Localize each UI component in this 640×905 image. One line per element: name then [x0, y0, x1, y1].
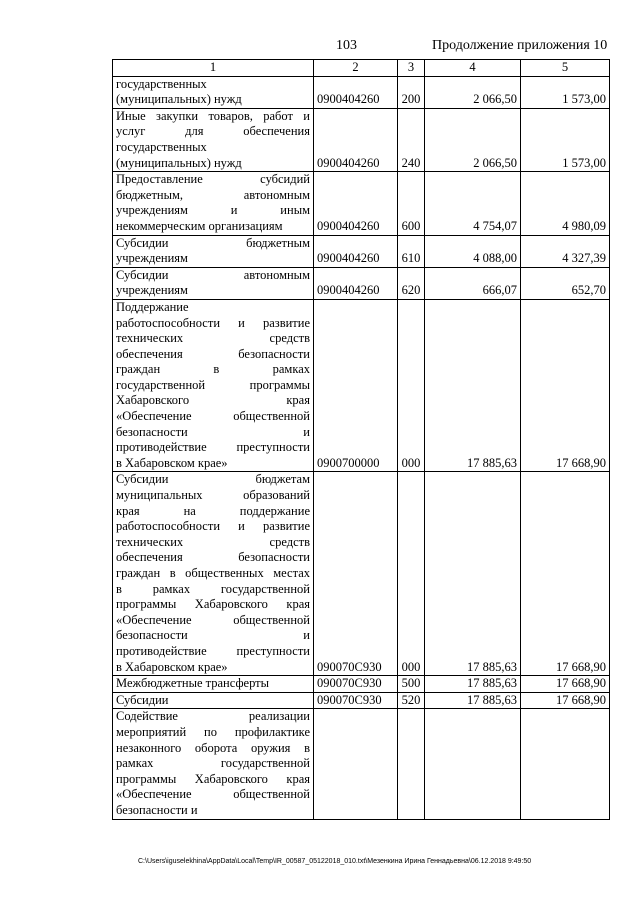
- amount-col4: 2 066,50: [425, 108, 521, 171]
- row-name-line: бюджетным, автономным: [116, 187, 310, 202]
- expense-type: [398, 709, 425, 819]
- row-name-line: технических средств: [116, 331, 310, 346]
- amount-col4: 4 754,07: [425, 172, 521, 235]
- table-row: [113, 76, 610, 108]
- row-name-line: некоммерческим организациям: [116, 218, 283, 233]
- row-name-line: Субсидии автономным: [116, 267, 310, 282]
- column-number-row: [113, 60, 610, 77]
- row-name-line: края на поддержание: [116, 503, 310, 518]
- row-name-line: государственных: [116, 76, 207, 91]
- row-name-line: в рамках государственной: [116, 581, 310, 596]
- table-row: [113, 299, 610, 472]
- amount-col5: 17 668,90: [521, 472, 610, 676]
- row-name-line: работоспособности и развитие: [116, 315, 310, 330]
- target-code: 090070С930: [314, 676, 398, 693]
- row-name-line: Содействие реализации: [116, 709, 310, 724]
- row-name-line: безопасности и: [116, 802, 198, 817]
- row-name-line: Хабаровского края: [116, 393, 310, 408]
- target-code: 0900404260: [314, 108, 398, 171]
- row-name-line: противодействие преступности: [116, 440, 310, 455]
- amount-col4: 17 885,63: [425, 692, 521, 709]
- row-name: [113, 472, 314, 676]
- amount-col4: 17 885,63: [425, 299, 521, 472]
- row-name-line: обеспечения безопасности: [116, 550, 310, 565]
- amount-col5: 17 668,90: [521, 692, 610, 709]
- amount-col4: [425, 709, 521, 819]
- table-row: [113, 472, 610, 676]
- row-name-line: учреждениям и иным: [116, 203, 310, 218]
- page-number: 103: [336, 38, 357, 53]
- row-name-line: мероприятий по профилактике: [116, 724, 310, 739]
- row-name-line: государственной программы: [116, 377, 310, 392]
- row-name-line: учреждениям: [116, 283, 188, 298]
- row-name: [113, 76, 314, 108]
- row-name: [113, 709, 314, 819]
- amount-col5: 652,70: [521, 267, 610, 299]
- expense-type: 620: [398, 267, 425, 299]
- row-name-line: (муниципальных) нужд: [116, 155, 242, 170]
- row-name-line: безопасности и: [116, 628, 310, 643]
- row-name-line: противодействие преступности: [116, 643, 310, 658]
- row-name: [113, 108, 314, 171]
- target-code: [314, 709, 398, 819]
- expense-type: 240: [398, 108, 425, 171]
- table-row: [113, 172, 610, 235]
- expense-type: 520: [398, 692, 425, 709]
- target-code: 090070С930: [314, 472, 398, 676]
- row-name-line: работоспособности и развитие: [116, 519, 310, 534]
- amount-col5: [521, 709, 610, 819]
- amount-col5: 17 668,90: [521, 299, 610, 472]
- continuation-note: Продолжение приложения 10: [432, 38, 608, 53]
- row-name-line: учреждениям: [116, 251, 188, 266]
- row-name-line: граждан в рамках: [116, 362, 310, 377]
- budget-table: [112, 59, 610, 820]
- row-name-line: граждан в общественных местах: [116, 566, 310, 580]
- table-row: [113, 692, 610, 709]
- amount-col4: 666,07: [425, 267, 521, 299]
- target-code: 0900404260: [314, 235, 398, 267]
- amount-col5: 4 327,39: [521, 235, 610, 267]
- row-name-line: технических средств: [116, 534, 310, 549]
- amount-col4: 17 885,63: [425, 472, 521, 676]
- amount-col4: 4 088,00: [425, 235, 521, 267]
- row-name-line: государственных: [116, 139, 207, 154]
- file-path-footer: C:\Users\iguselekhina\AppData\Local\Temp\IR_00587_05122018_010.txt\Мезенкина Ирина Геннадьевна\06.12.2018 9:49:50: [138, 858, 532, 865]
- row-name-line: муниципальных образований: [116, 488, 310, 503]
- column-number: 1: [113, 60, 314, 77]
- row-name-line: обеспечения безопасности: [116, 346, 310, 361]
- row-name-line: в Хабаровском крае»: [116, 455, 228, 470]
- table-row: [113, 108, 610, 171]
- row-name-line: Предоставление субсидий: [116, 172, 310, 187]
- row-name: [113, 235, 314, 267]
- row-name-line: программы Хабаровского края: [116, 771, 310, 786]
- amount-col5: 1 573,00: [521, 76, 610, 108]
- expense-type: 610: [398, 235, 425, 267]
- row-name-line: в Хабаровском крае»: [116, 659, 228, 674]
- amount-col5: 1 573,00: [521, 108, 610, 171]
- row-name-line: Поддержание: [116, 299, 189, 314]
- row-name-line: Субсидии бюджетным: [116, 235, 310, 250]
- row-name: [113, 172, 314, 235]
- amount-col4: 2 066,50: [425, 76, 521, 108]
- expense-type: 000: [398, 299, 425, 472]
- row-name-line: Субсидии: [116, 692, 169, 707]
- row-name-line: услуг для обеспечения: [116, 124, 310, 139]
- target-code: 0900404260: [314, 267, 398, 299]
- column-number: 3: [398, 60, 425, 77]
- row-name-line: рамках государственной: [116, 756, 310, 771]
- target-code: 0900700000: [314, 299, 398, 472]
- target-code: 0900404260: [314, 76, 398, 108]
- row-name-line: Иные закупки товаров, работ и: [116, 108, 310, 123]
- row-name-line: Межбюджетные трансферты: [116, 676, 270, 691]
- column-number: 4: [425, 60, 521, 77]
- column-number: 2: [314, 60, 398, 77]
- expense-type: 200: [398, 76, 425, 108]
- row-name-line: программы Хабаровского края: [116, 597, 310, 612]
- table-row: [113, 267, 610, 299]
- expense-type: 500: [398, 676, 425, 693]
- table-row: [113, 235, 610, 267]
- table-row: [113, 676, 610, 693]
- row-name: [113, 267, 314, 299]
- amount-col4: 17 885,63: [425, 676, 521, 693]
- expense-type: 600: [398, 172, 425, 235]
- amount-col5: 4 980,09: [521, 172, 610, 235]
- row-name: [113, 299, 314, 472]
- row-name-line: «Обеспечение общественной: [116, 409, 310, 424]
- target-code: 0900404260: [314, 172, 398, 235]
- row-name-line: «Обеспечение общественной: [116, 787, 310, 802]
- row-name-line: (муниципальных) нужд: [116, 92, 242, 107]
- amount-col5: 17 668,90: [521, 676, 610, 693]
- column-number: 5: [521, 60, 610, 77]
- row-name-line: Субсидии бюджетам: [116, 472, 310, 487]
- table-row: [113, 709, 610, 819]
- target-code: 090070С930: [314, 692, 398, 709]
- row-name-line: незаконного оборота оружия в: [116, 740, 310, 755]
- row-name: [113, 676, 314, 693]
- row-name: [113, 692, 314, 709]
- row-name-line: «Обеспечение общественной: [116, 612, 310, 627]
- expense-type: 000: [398, 472, 425, 676]
- row-name-line: безопасности и: [116, 424, 310, 439]
